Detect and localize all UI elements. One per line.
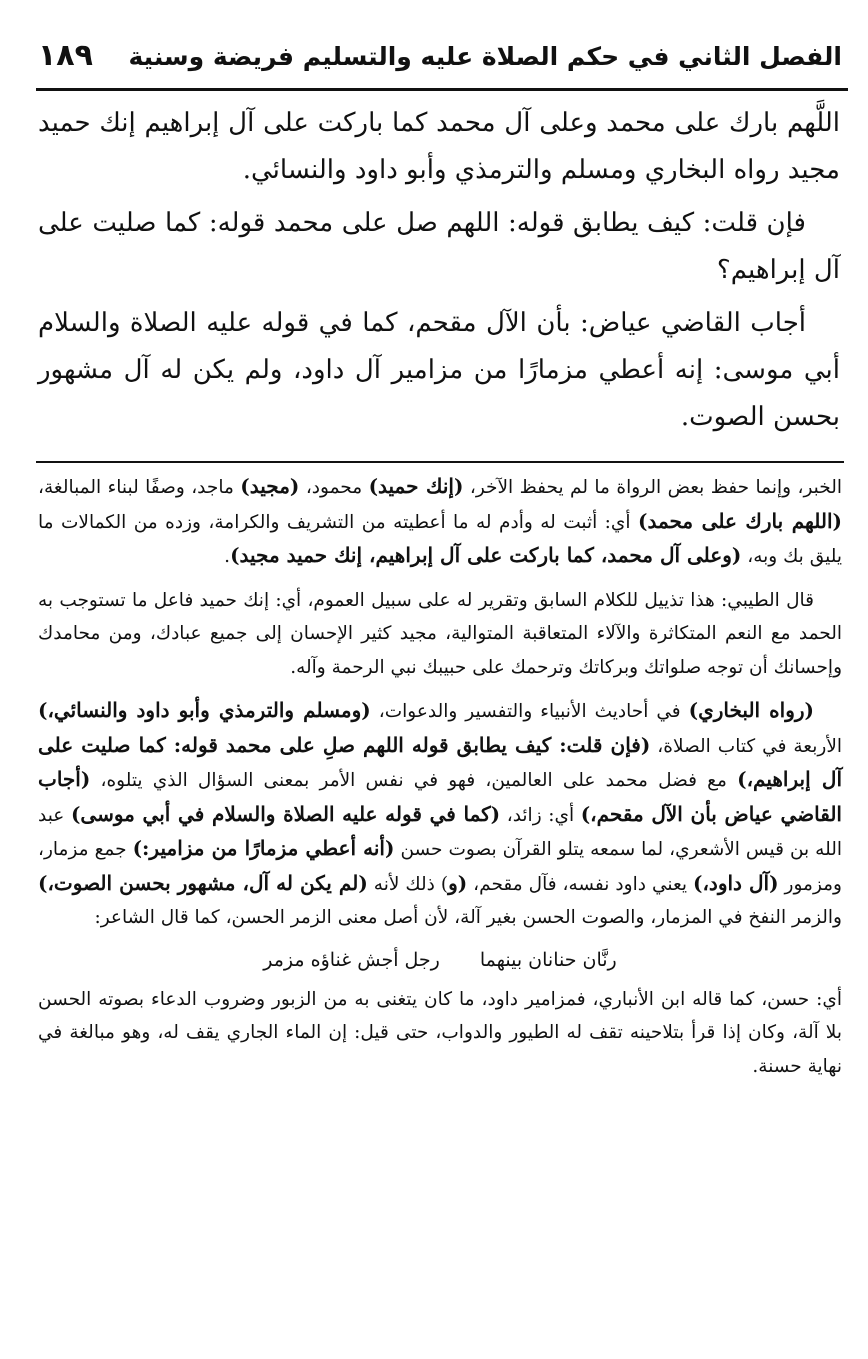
text-run: يعني داود نفسه، فآل مقحم، <box>467 873 693 895</box>
main-paragraph-1: اللَّهم بارك على محمد وعلى آل محمد كما باركت على آل إبراهيم إنك حميد مجيد رواه البخاري ومسلم والترمذي وأبو داود والنسائي. <box>38 108 840 185</box>
text-run: الأربعة في كتاب الصلاة، <box>650 735 843 757</box>
text-run: أي: أثبت له وأدم له ما أعطيته من التشريف والكرامة، وزده من الكمالات ما يليق بك وبه، <box>38 511 842 567</box>
quoted-phrase: (ومسلم والترمذي وأبو داود والنسائي،) <box>38 698 371 722</box>
quoted-phrase: (لم يكن له آل، مشهور بحسن الصوت،) <box>38 870 368 895</box>
footnote-divider <box>36 461 844 463</box>
text-run: أي: زائد، <box>500 804 581 826</box>
quoted-phrase: (أنه أعطي مزمارًا من مزامير:) <box>132 836 395 860</box>
verse-second-hemistich: رجل أجش غناؤه مزمر <box>263 948 440 971</box>
quoted-phrase: (رواه البخاري) <box>688 698 814 722</box>
commentary-paragraph-2: قال الطيبي: هذا تذييل للكلام السابق وتقرير له على سبيل العموم، أي: إنك حميد فاعل ما تستوجب به الحمد مع النعم المتكاثرة والآلاء المتعاقبة المتوالية، مجيد كثير الإحسان إلى جميع عبادك، ومن محامدك وإحسانك أن توجه صلواتك وبركاتك وترحمك على حبيبك نبي الرحمة وآله. <box>38 589 842 678</box>
text-run: مع فضل محمد على العالمين، فهو في نفس الأمر بمعنى السؤال الذي يتلوه، <box>90 770 738 791</box>
quoted-phrase: (آل داود،) <box>693 870 779 895</box>
quoted-phrase: (اللهم بارك على محمد) <box>637 508 842 533</box>
commentary <box>38 470 842 1290</box>
commentary-paragraph-1 <box>38 470 842 574</box>
text-run: والزمر النفخ في المزمار، والصوت الحسن بغير آلة، لأن أصل معنى الزمر الحسن، كما قال الشاعر: <box>94 907 842 928</box>
text-run: الخبر، وإنما حفظ بعض الرواة ما لم يحفظ الآخر، <box>463 477 842 498</box>
commentary-paragraph-4: أي: حسن، كما قاله ابن الأنباري، فمزامير داود، ما كان يتغنى به من الزبور وضروب الدعاء بصوته الحسن بلا آلة، وكان إذا قرأ بتلاحينه تقف له الطيور والدواب، حتى قيل: إن الماء الجاري يقف له، وهو مبالغة في نهاية حسنة. <box>38 988 842 1077</box>
verse-first-hemistich: رنَّان حنانان بينهما <box>479 948 617 971</box>
quoted-phrase: (وعلى آل محمد، كما باركت على آل إبراهيم، إنك حميد مجيد) <box>230 543 742 567</box>
commentary-paragraph-3 <box>38 694 842 935</box>
page-number: ١٨٩ <box>38 38 93 73</box>
text-run: ) ذلك لأنه <box>367 873 449 895</box>
main-paragraph-3: أجاب القاضي عياض: بأن الآل مقحم، كما في قوله عليه الصلاة والسلام أبي موسى: إنه أعطي مزمارًا من مزامير آل داود، ولم يكن له آل مشهور بحسن الصوت. <box>38 308 840 432</box>
main-paragraph-2: فإن قلت: كيف يطابق قوله: اللهم صل على محمد قوله: كما صليت على آل إبراهيم؟ <box>38 208 840 285</box>
text-run: في أحاديث الأنبياء والتفسير والدعوات، <box>370 701 689 722</box>
quoted-phrase: (مجيد) <box>240 474 300 498</box>
quoted-phrase: (و <box>448 870 468 895</box>
quoted-phrase: (أجاب القاضي عياض بأن الآل مقحم،) <box>38 767 842 826</box>
quoted-phrase: (فإن قلت: كيف يطابق قوله اللهم صلِ على محمد قوله: كما صليت على آل إبراهيم،) <box>38 732 842 791</box>
text-run: محمود، <box>299 477 369 498</box>
header-divider <box>36 88 848 91</box>
text-run: . <box>224 546 231 567</box>
quoted-phrase: (إنك حميد) <box>368 474 464 498</box>
quoted-phrase: (كما في قوله عليه الصلاة والسلام في أبي موسى) <box>70 801 501 826</box>
running-header <box>38 36 842 88</box>
text-run: جمع مزمار، ومزمور <box>38 839 842 895</box>
main-text <box>38 100 840 460</box>
text-run: عبد الله بن قيس الأشعري، لما سمعه يتلو القرآن بصوت حسن <box>38 804 842 860</box>
text-run: ماجد، وصفًا لبناء المبالغة، <box>38 477 241 498</box>
poetry-verse <box>38 945 842 975</box>
chapter-title: الفصل الثاني في حكم الصلاة عليه والتسليم فريضة وسنية <box>128 42 842 71</box>
